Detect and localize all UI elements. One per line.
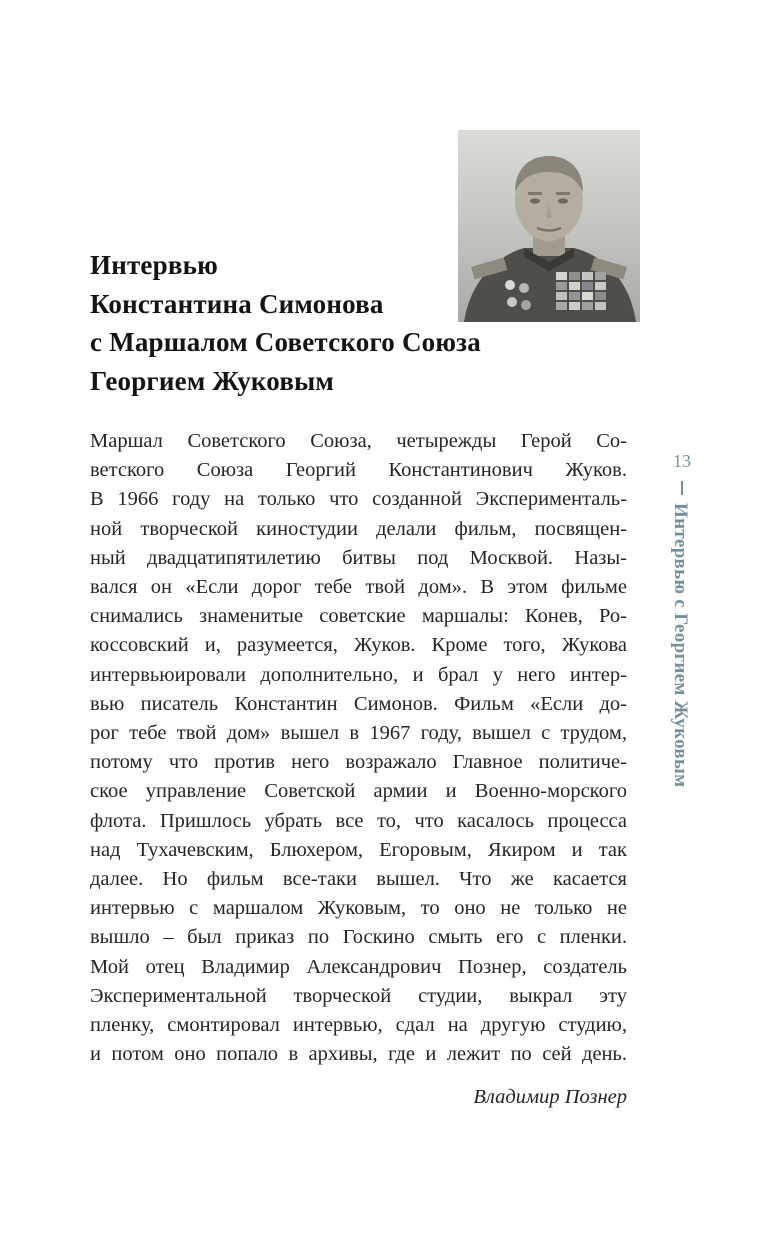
body-text-line: Экспериментальной творческой студии, выкрал эту [90, 984, 627, 1007]
chapter-title-line: Георгием Жуковым [90, 365, 334, 396]
body-text-line: Маршал Советского Союза, четырежды Герой Со- [90, 430, 627, 452]
body-text-line: ной творческой киностудии делали фильм, посвящен- [90, 517, 627, 540]
body-text-line: снимались знаменитые советские маршалы: Конев, Ро- [90, 605, 627, 628]
body-text-line: интервьюировали дополнительно, и брал у него интер- [90, 663, 627, 686]
chapter-title-line: с Маршалом Советского Союза [90, 327, 481, 357]
body-text-line: над Тухачевским, Блюхером, Егоровым, Якиром и так [90, 838, 627, 861]
body-text-line: вью писатель Константин Симонов. Фильм «Если до- [90, 692, 627, 715]
body-text-line: ское управление Советской армии и Военно-морского [90, 780, 627, 803]
folio-divider [681, 481, 683, 495]
body-text-line: пленку, смонтировал интервью, сдал на другую студию, [90, 1014, 627, 1037]
body-text-line: далее. Но фильм все-таки вышел. Что же касается [90, 868, 627, 891]
page-number: 13 [673, 451, 691, 471]
chapter-title-line: Интервью [90, 250, 218, 280]
body-text-line: интервью с маршалом Жуковым, то оно не только не [90, 897, 627, 920]
body-text-line: ветского Союза Георгий Константинович Жуков. [90, 459, 627, 482]
body-text [90, 427, 627, 1069]
body-text-line: вался он «Если дорог тебе твой дом». В этом фильме [90, 576, 627, 599]
author-signature: Владимир Познер [473, 1086, 627, 1108]
body-text-line: потому что против него возражало Главное политиче- [90, 751, 627, 774]
body-text-line: флота. Пришлось убрать все то, что касалось процесса [90, 809, 627, 832]
chapter-title-line: Константина Симонова [90, 288, 384, 319]
body-text-line: В 1966 году на только что созданной Эксперименталь- [90, 488, 627, 511]
body-text-line: коссовский и, разумеется, Жуков. Кроме того, Жукова [90, 634, 627, 657]
chapter-title [90, 246, 650, 400]
body-text-line: Мой отец Владимир Александрович Познер, создатель [90, 955, 627, 978]
body-text-line: вышло – был приказ по Госкино смыть его с пленки. [90, 926, 627, 949]
body-text-line: рог тебе твой дом» вышел в 1967 году, вышел с трудом, [90, 722, 627, 745]
running-title-vertical: Интервью с Георгием Жуковым [670, 503, 691, 788]
body-text-line: и потом оно попало в архивы, где и лежит по сей день. [90, 1043, 627, 1066]
body-text-line: ный двадцатипятилетию битвы под Москвой. Назы- [90, 546, 627, 569]
